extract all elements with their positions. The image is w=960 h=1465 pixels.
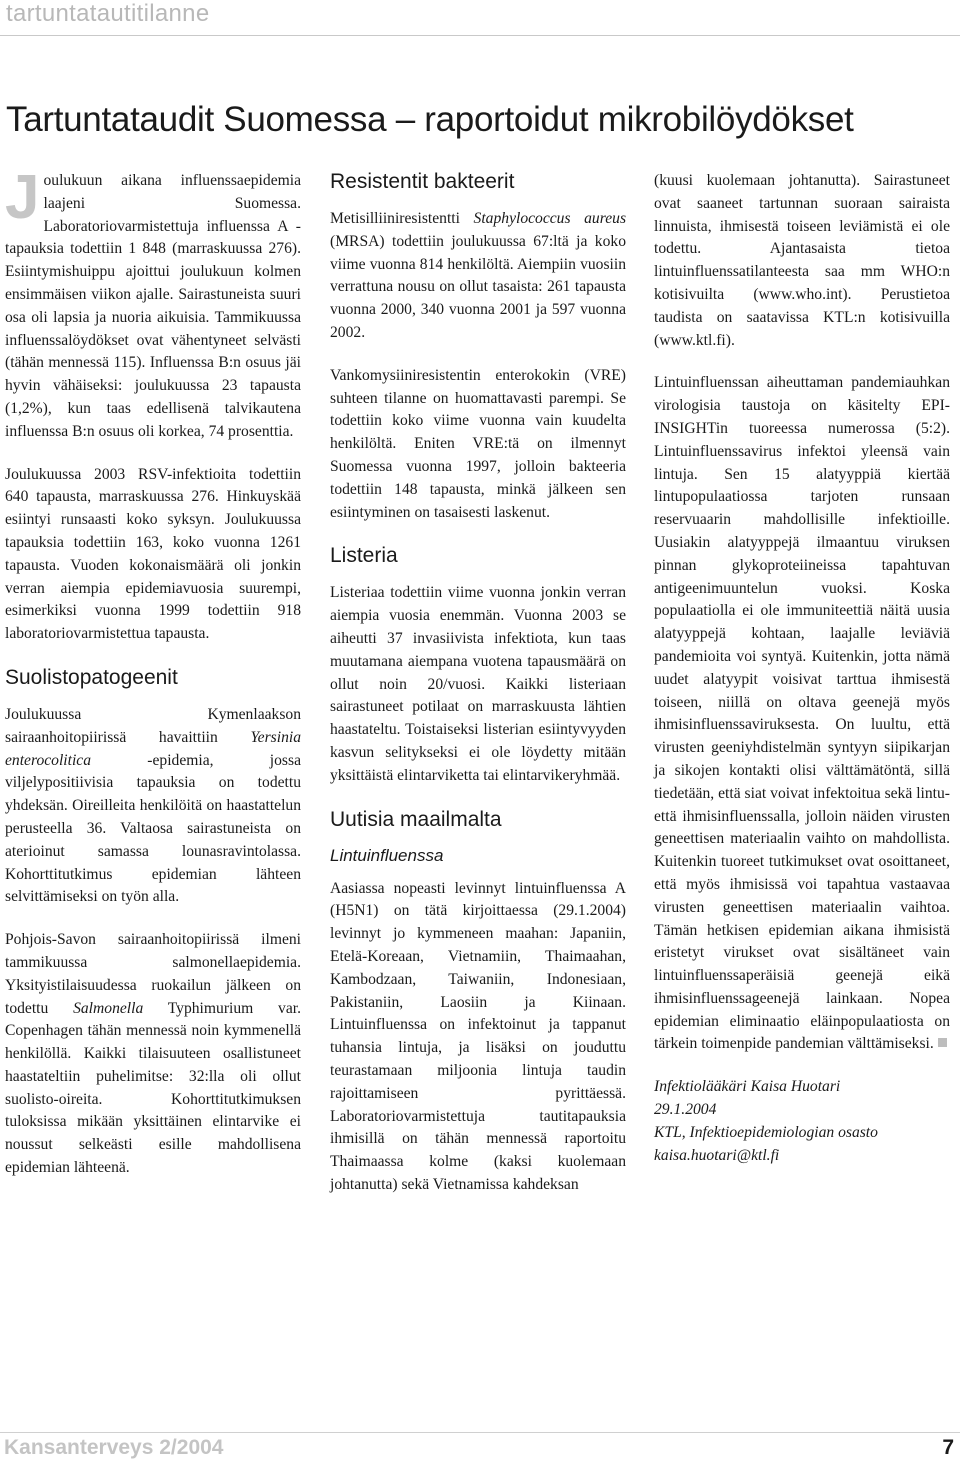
- mrsa-text-a: Metisilliiniresistentti: [330, 210, 474, 227]
- column-1: [5, 163, 301, 1180]
- heading-listeria: Listeria: [330, 544, 398, 568]
- salmonella-paragraph: [5, 929, 301, 1180]
- heading-suolistopatogeenit: Suolistopatogeenit: [5, 665, 178, 689]
- column-3: [654, 170, 950, 1167]
- page-title: Tartuntataudit Suomessa – raportoidut mikrobilöydökset: [6, 100, 854, 139]
- heading-resistentit-bakteerit: Resistentit bakteerit: [330, 170, 515, 193]
- continuation-paragraph: (kuusi kuolemaan johtanutta). Sairastuneet ovat saaneet tartunnan suoraan sairaista linnuista, ihmisestä toiseen leviämistä ei ole todettu. Ajantasaista tietoa lintuinfluenssatilanteesta saa mm WHO:n kotisivuilta (www.who.int). Perustietoa taudista on saatavissa KTL:n kotisivuilla (www.ktl.fi).: [654, 172, 950, 349]
- pandemia-text: Lintuinfluenssan aiheuttaman pandemiauhkan virologisia taustoja on käsitelty EPI-INSIGHTin tuoreessa numerossa (5:2). Lintuinfluenssavirus infektoi yleensä vain lintuja. Sen 15 alatyyppiä kiertää lintupopulaatiossa tarjoten runsaan reservuaarin mahdollisille infektioille. Uusiakin alatyyppejä ilmaantuu viruksen pinnan glykoproteiineissa tapahtuvan antigeenimuuntelun vuoksi. Koska populaatiolla ei ole immuniteettiä näitä uusia alatyyppejä kohtaan, laajalle leviäviä pandemioita voi syntyä. Kuitenkin, jotta nämä uudet alatyypit voisivat tarttua ihmisestä toiseen, niillä on oltava geenejä myös ihmisinfluenssaviruksesta. On luultu, että virusten geeniyhdistelmän syntyyn siipikarjan ja sikojen kontakti olisi välttämätöntä, sillä tiedetään, että siat voivat infektoitua sekä lintu- että ihmisinfluenssalla, jolloin näiden virusten geneettisen materiaalin vaihto on mahdollista. Kuitenkin tuoreet tutkimukset ovat osoittaneet, että myös ihmisissä voi tapahtua vastaavaa virusten geneettisen materiaalin vaihtoa. Tämän hetkisen epidemian aikana ihmisistä eristetyt virukset ovat sisältäneet vain lintuinfluenssaperäisiä geenejä eikä ihmisinfluenssageenejä lainkaan. Nopea epidemian eliminaatio eläinpopulaatiosta on tärkein toimenpide pandemian välttämiseksi.: [654, 374, 950, 1053]
- magazine-name: Kansanterveys 2/2004: [4, 1436, 224, 1459]
- signature-date: 29.1.2004: [654, 1101, 717, 1119]
- signature-department: KTL, Infektioepidemiologian osasto: [654, 1123, 878, 1141]
- yersinia-paragraph: [5, 704, 301, 909]
- pandemia-paragraph: [654, 372, 950, 1056]
- yersinia-text-a: Joulukuussa Kymenlaakson sairaanhoitopiirissä havaittiin: [5, 705, 301, 746]
- lintuinfluenssa-paragraph: Aasiassa nopeasti levinnyt lintuinfluenssa A (H5N1) on tätä kirjoittaessa (29.1.2004) levinnyt jo kymmeneen maahan: Japaniin, Etelä-Koreaan, Vietnamiin, Thaimaahan, Kambodzaan, Taiwaniin, Indonesiaan, Pakistaniin, Laosiin ja Kiinaan. Lintuinfluenssa on infektoinut ja tappanut tuhansia lintuja, ja lisäksi on jouduttu teurastamaan miljoonia lintuja taudin rajoittamiseen pyrittäessä. Laboratoriovarmistettuja tautitapauksia ihmisillä on tähän mennessä raportoitu Thaimaassa kolme (kaksi kuolemaan johtanutta) sekä Vietnamissa kahdeksan: [330, 879, 626, 1193]
- rsv-paragraph: Joulukuussa 2003 RSV-infektioita todettiin 640 tapausta, marraskuussa 276. Hinkuyskää esiintyi runsaasti koko syksyn. Joulukuussa tapauksia todettiin 163, koko vuonna 1261 tapausta. Vuoden kokonaismäärä oli jonkin verran aiempia epidemiavuosia suurempi, esimerkiksi vuonna 1999 todettiin 918 laboratoriovarmistettua tapausta.: [5, 465, 301, 643]
- salmonella-genus: Salmonella: [73, 999, 144, 1017]
- dropcap-letter: J: [5, 163, 40, 232]
- yersinia-text-b: -epidemia, jossa viljelypositiivisia tapauksia on todettu yhdeksän. Oireilleita henkilöitä on haastattelun perusteella 36. Valtaosa sairastuneista on aterioinut samassa lounasravintolassa. Kohorttitutkimus epidemian lähteen selvittämiseksi on työn alla.: [5, 751, 301, 906]
- page-number: 7: [942, 1436, 954, 1459]
- footer-divider: [0, 1432, 960, 1433]
- mrsa-species: Staphylococcus aureus: [473, 210, 627, 227]
- mrsa-paragraph: [330, 208, 626, 345]
- vre-paragraph: Vankomysiiniresistentin enterokokin (VRE) suhteen tilanne on huomattavasti parempi. Se todettiin koko viime vuonna vain kuudelta henkilöltä. Eniten VRE:tä on ilmennyt Suomessa vuonna 1997, jolloin bakteeria todettiin 148 tapausta, minkä jälkeen sen esiintyminen on tasaisesti laskenut.: [330, 366, 626, 521]
- intro-paragraph: [5, 163, 301, 444]
- header-divider: [0, 35, 960, 36]
- signature-author: Infektiolääkäri Kaisa Huotari: [654, 1078, 841, 1096]
- signature-email: kaisa.huotari@ktl.fi: [654, 1146, 780, 1164]
- yersinia-species: Yersinia enterocolitica: [5, 728, 301, 769]
- section-tag: tartuntatautitilanne: [6, 0, 210, 27]
- intro-text: oulukuun aikana influenssaepidemia laajeni Suomessa. Laboratoriovarmistettuja influenssa A -tapauksia todettiin 1 848 (marraskuussa 276). Esiintymishuippu ajoittui joulukuun kolmen ensimmäisen viikon ajalle. Sairastuneista suuri osa oli lapsia ja nuoria aikuisia. Tammikuussa influenssalöydökset ovat vähentyneet selvästi (tähän mennessä 115). Influenssa B:n osuus jäi hyvin vähäiseksi: joulukuussa 23 tapausta (1,2%), kun taas edellisenä talvikautena influenssa B:n osuus oli korkea, 74 prosenttia.: [5, 172, 301, 440]
- mrsa-text-b: (MRSA) todettiin joulukuussa 67:ltä ja koko viime vuonna 814 henkilöltä. Aiempiin vuosiin verrattuna nousu on ollut tasaista: 261 tapausta vuonna 2000, 340 vuonna 2001 ja 597 vuonna 2002.: [330, 232, 626, 341]
- author-signature: [654, 1076, 950, 1167]
- column-2: [330, 170, 626, 1197]
- subheading-lintuinfluenssa: Lintuinfluenssa: [330, 845, 444, 865]
- end-mark-square: [938, 1038, 947, 1047]
- salmonella-text-a: Pohjois-Savon sairaanhoitopiirissä ilmeni tammikuussa salmonellaepidemia. Yksityistilaisuudessa ruokailun jälkeen on todettu: [5, 931, 301, 1017]
- salmonella-text-b: Typhimurium var. Copenhagen tähän mennessä noin kymmenellä henkilöllä. Kaikki tilaisuuteen osallistuneet haastateltiin puhelimitse: 32:lla oli ollut suolisto-oireita. Kohorttitutkimuksen tuloksissa mikään yksittäinen elintarvike ei noussut selkeästi esille mahdollisena epidemian lähteenä.: [5, 999, 301, 1177]
- listeria-paragraph: Listeriaa todettiin viime vuonna jonkin verran aiempia vuosia enemmän. Vuonna 2003 se aiheutti 37 invasiivista infektiota, kun taas muutamana aiempana vuotena tapausmäärä on ollut noin 20/vuosi. Kaikki listeriaan sairastuneet potilaat on marraskuusta lähtien haastateltu. Toistaiseksi listerian esiintyvyyden kasvun selitykseksi ei ole löydetty mitään yksittäistä elintarviketta tai elintarvikeryhmää.: [330, 584, 626, 784]
- heading-uutisia-maailmalta: Uutisia maailmalta: [330, 807, 502, 831]
